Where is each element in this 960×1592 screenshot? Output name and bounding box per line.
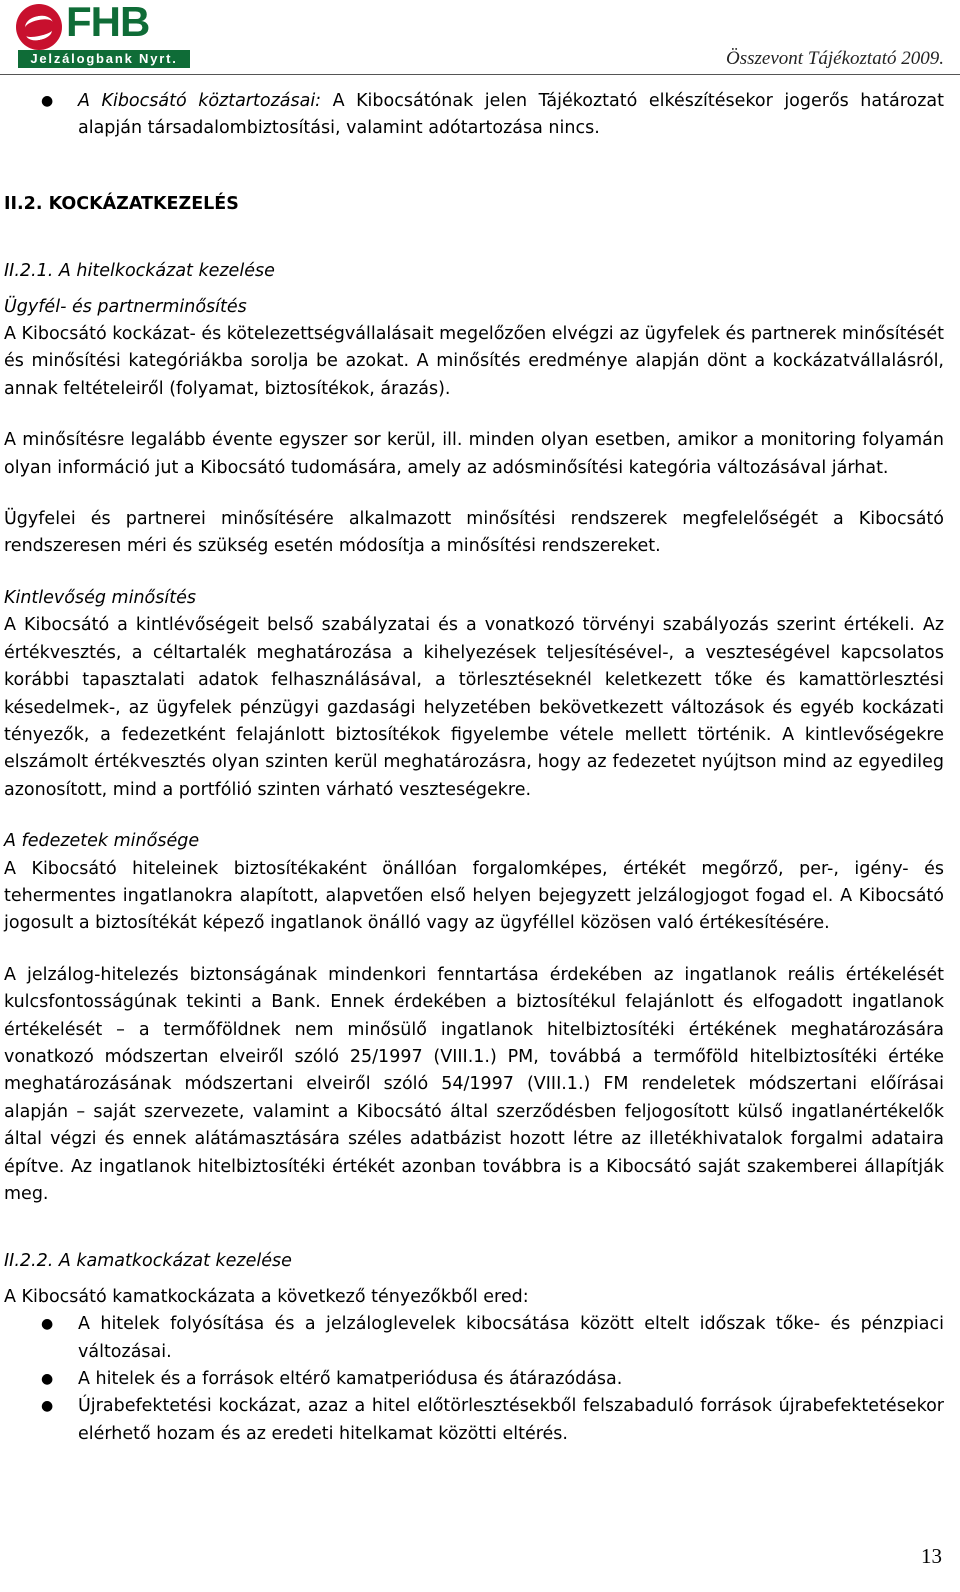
section-heading: II.2. KOCKÁZATKEZELÉS [4,193,239,214]
bullet-text: Újrabefektetési kockázat, azaz a hitel előtörlesztésekből felszabaduló források újrabefektetésekor elérhető hozam és az eredeti hitelkamat közötti eltérés. [78,1396,944,1444]
list-item [4,1393,944,1448]
bullet-icon: ● [41,1371,54,1388]
topic-title-client-rating: Ügyfél- és partnerminősítés [4,296,247,317]
bullet-text: A Kibocsátónak jelen Tájékoztató elkészítésekor jogerős határozat alapján társadalombiztosítási, valamint adótartozása nincs. [78,91,944,139]
paragraph: A minősítésre legalább évente egyszer sor kerül, ill. minden olyan esetben, amikor a monitoring folyamán olyan információ jut a Kibocsátó tudomására, amely az adósminősítési kategória változásával járhat. [4,430,944,478]
bullet-label: A Kibocsátó köztartozásai: [78,91,322,111]
list-item [4,1311,944,1366]
list-item [4,1366,944,1393]
bullet-icon: ● [41,1398,54,1415]
logo-subtitle: Jelzálogbank Nyrt. [18,50,190,68]
topic-title-collateral-quality: A fedezetek minősége [4,831,200,852]
top-bullet-list [4,88,944,143]
paragraph: Ügyfelei és partnerei minősítésére alkalmazott minősítési rendszerek megfelelőségét a Kibocsátó rendszeresen méri és szükség esetén módosítja a minősítési rendszereket. [4,509,944,557]
bullet-text: A hitelek és a források eltérő kamatperiódusa és átárazódása. [78,1369,623,1390]
paragraph: A Kibocsátó kamatkockázata a következő tényezőkből ered: [4,1286,529,1307]
subsection-heading-credit-risk: II.2.1. A hitelkockázat kezelése [4,261,275,282]
page-content [4,80,944,1448]
paragraph: A Kibocsátó a kintlévőségeit belső szabályzatai és a vonatkozó törvényi szabályozás szerint értékeli. Az értékvesztés, a céltartalék meghatározása a kihelyezések teljesítésével-, a veszteségével kapcsolatos korábbi tapasztalati adatok felhasználásával, a törlesztéseknél keletkezett tőke és kamattörlesztési késedelmek-, az ügyfelek pénzügyi gazdasági helyzetében bekövetkezett változások és egyéb kockázati tényezők, a fedezetként felajánlott biztosítékok figyelembe vétele mellett történik. A kintlevőségekre elszámolt értékvesztés olyan szinten kerül meghatározásra, hogy az fedezetet nyújtson mind az egyedileg azonosított, mind a portfólió szinten várható veszteségekre. [4,615,944,800]
bullet-icon: ● [41,1316,54,1333]
paragraph: A Kibocsátó kockázat- és kötelezettségvállalásait megelőzően elvégzi az ügyfelek és partnerek minősítését és minősítési kategóriákba sorolja be azokat. A minősítés eredménye alapján dönt a kockázatvállalásról, annak feltételeiről (folyamat, biztosítékok, árazás). [4,324,945,399]
list-item [4,88,944,143]
subsection-heading-interest-risk: II.2.2. A kamatkockázat kezelése [4,1251,292,1272]
header-divider [0,74,960,75]
fhb-logo [16,0,186,68]
logo-text: FHB [66,0,150,45]
interest-risk-bullet-list [4,1311,944,1448]
bullet-text: A hitelek folyósítása és a jelzáloglevelek kibocsátása között eltelt időszak tőke- és pénzpiaci változásai. [78,1314,944,1362]
paragraph: A jelzálog-hitelezés biztonságának mindenkori fenntartása érdekében az ingatlanok reális értékelését kulcsfontosságúnak tekinti a Bank. Ennek érdekében a biztosítékul felajánlott és elfogadott ingatlanok értékelését – a termőföldnek nem minősülő ingatlanok hitelbiztosítéki értékének meghatározására vonatkozó módszertan elveiről szóló 25/1997 (VIII.1.) PM, továbbá a termőföld hitelbiztosítéki értéke meghatározásának módszertani elveiről szóló 54/1997 (VIII.1.) FM rendeletek módszertani előírásai alapján – saját szervezete, valamint a Kibocsátó által szerződésben feljogosított külső ingatlanértékelők által végzi és ennek alátámasztására széles adatbázist hozott létre az illetékhivatalok forgalmi adataira építve. Az ingatlanok hitelbiztosítéki értékét azonban továbbra is a Kibocsátó saját szakemberei állapítják meg. [4,964,944,1204]
fhb-logo-mark-icon [16,4,62,50]
topic-title-receivables-rating: Kintlevőség minősítés [4,587,196,608]
page-header [0,0,960,76]
page-number: 13 [921,1544,942,1568]
paragraph: A Kibocsátó hiteleinek biztosítékaként önállóan forgalomképes, értékét megőrző, per-, igény- és tehermentes ingatlanokra alapított, alapvetően első helyen bejegyzett jelzálogjogot fogad el. A Kibocsátó jogosult a biztosítékát képező ingatlanok önálló vagy az ügyféllel közösen való értékesítésére. [4,858,944,934]
bullet-icon: ● [41,93,54,109]
document-title: Összevont Tájékoztató 2009. [726,48,944,69]
